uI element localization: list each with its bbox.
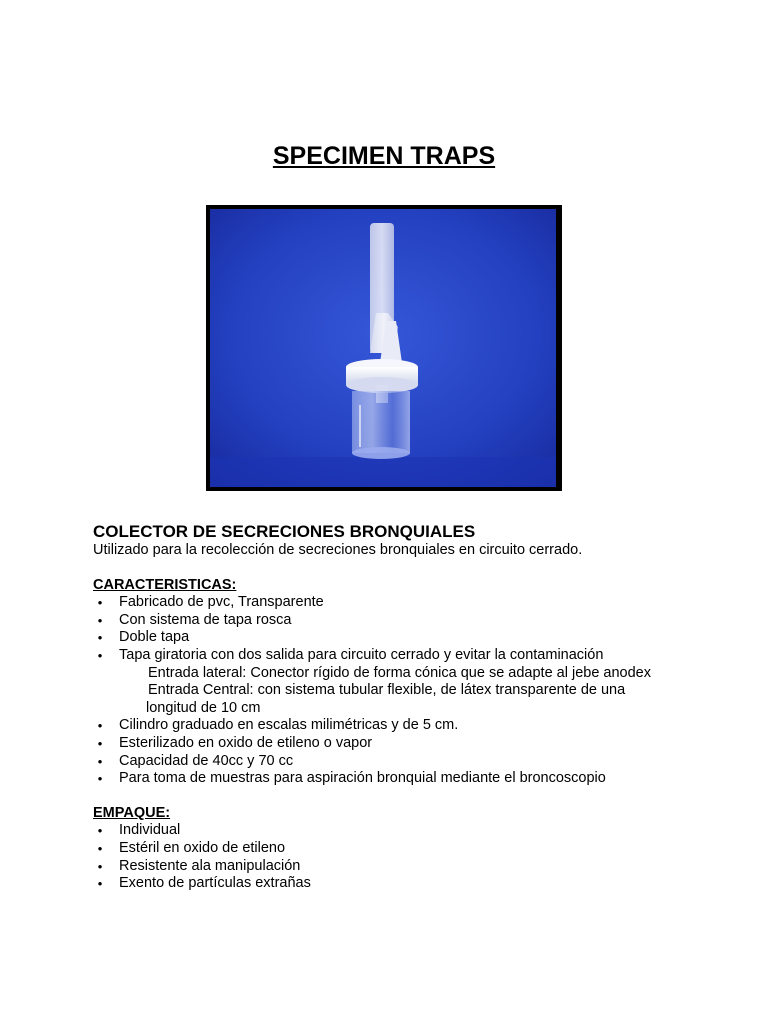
bullet-icon: • [97,595,103,611]
list-item: • Doble tapa [93,629,733,647]
characteristics-list [93,594,733,788]
list-item: • Esterilizado en oxido de etileno o vapor [93,735,733,753]
list-item: • Para toma de muestras para aspiración bronquial mediante el broncoscopio [93,770,733,788]
list-item: • Cilindro graduado en escalas milimétricas y de 5 cm. [93,717,733,735]
bullet-icon: • [97,718,103,734]
characteristics-heading: CARACTERISTICAS: [93,576,237,593]
list-item: • Tapa giratoria con dos salida para circuito cerrado y evitar la contaminación Entrada lateral: Conector rígido de forma cónica que se adapte al jebe anodex Entrada Central: con sistema tubular flexible, de látex transparente de una longitud de 10 cm [93,647,733,717]
bullet-icon: • [97,735,103,751]
list-item: • Individual [93,822,733,840]
list-item: • Capacidad de 40cc y 70 cc [93,753,733,771]
packaging-heading: EMPAQUE: [93,804,171,821]
bullet-icon: • [97,876,103,892]
list-item: • Fabricado de pvc, Transparente [93,594,733,612]
packaging-list [93,822,733,892]
bullet-icon: • [97,858,103,874]
page-title: SPECIMEN TRAPS [272,142,496,170]
list-subline: Entrada Central: con sistema tubular flexible, de látex transparente de una [148,682,626,699]
bullet-icon: • [97,612,103,628]
product-summary: Utilizado para la recolección de secreciones bronquiales en circuito cerrado. [93,542,583,558]
list-item: • Estéril en oxido de etileno [93,840,733,858]
product-name: COLECTOR DE SECRECIONES BRONQUIALES [93,522,476,541]
list-item: • Exento de partículas extrañas [93,875,733,893]
specimen-trap-image [210,209,556,487]
bullet-icon: • [97,840,103,856]
bullet-icon: • [97,630,103,646]
bullet-icon: • [97,753,103,769]
bullet-icon: • [97,647,103,663]
list-item: • Con sistema de tapa rosca [93,612,733,630]
list-subline: longitud de 10 cm [146,699,261,716]
product-description [93,522,733,893]
bullet-icon: • [97,771,103,787]
bullet-icon: • [97,823,103,839]
product-photo [206,205,562,491]
list-item: • Resistente ala manipulación [93,858,733,876]
list-subline: Entrada lateral: Conector rígido de forma cónica que se adapte al jebe anodex [148,664,651,681]
